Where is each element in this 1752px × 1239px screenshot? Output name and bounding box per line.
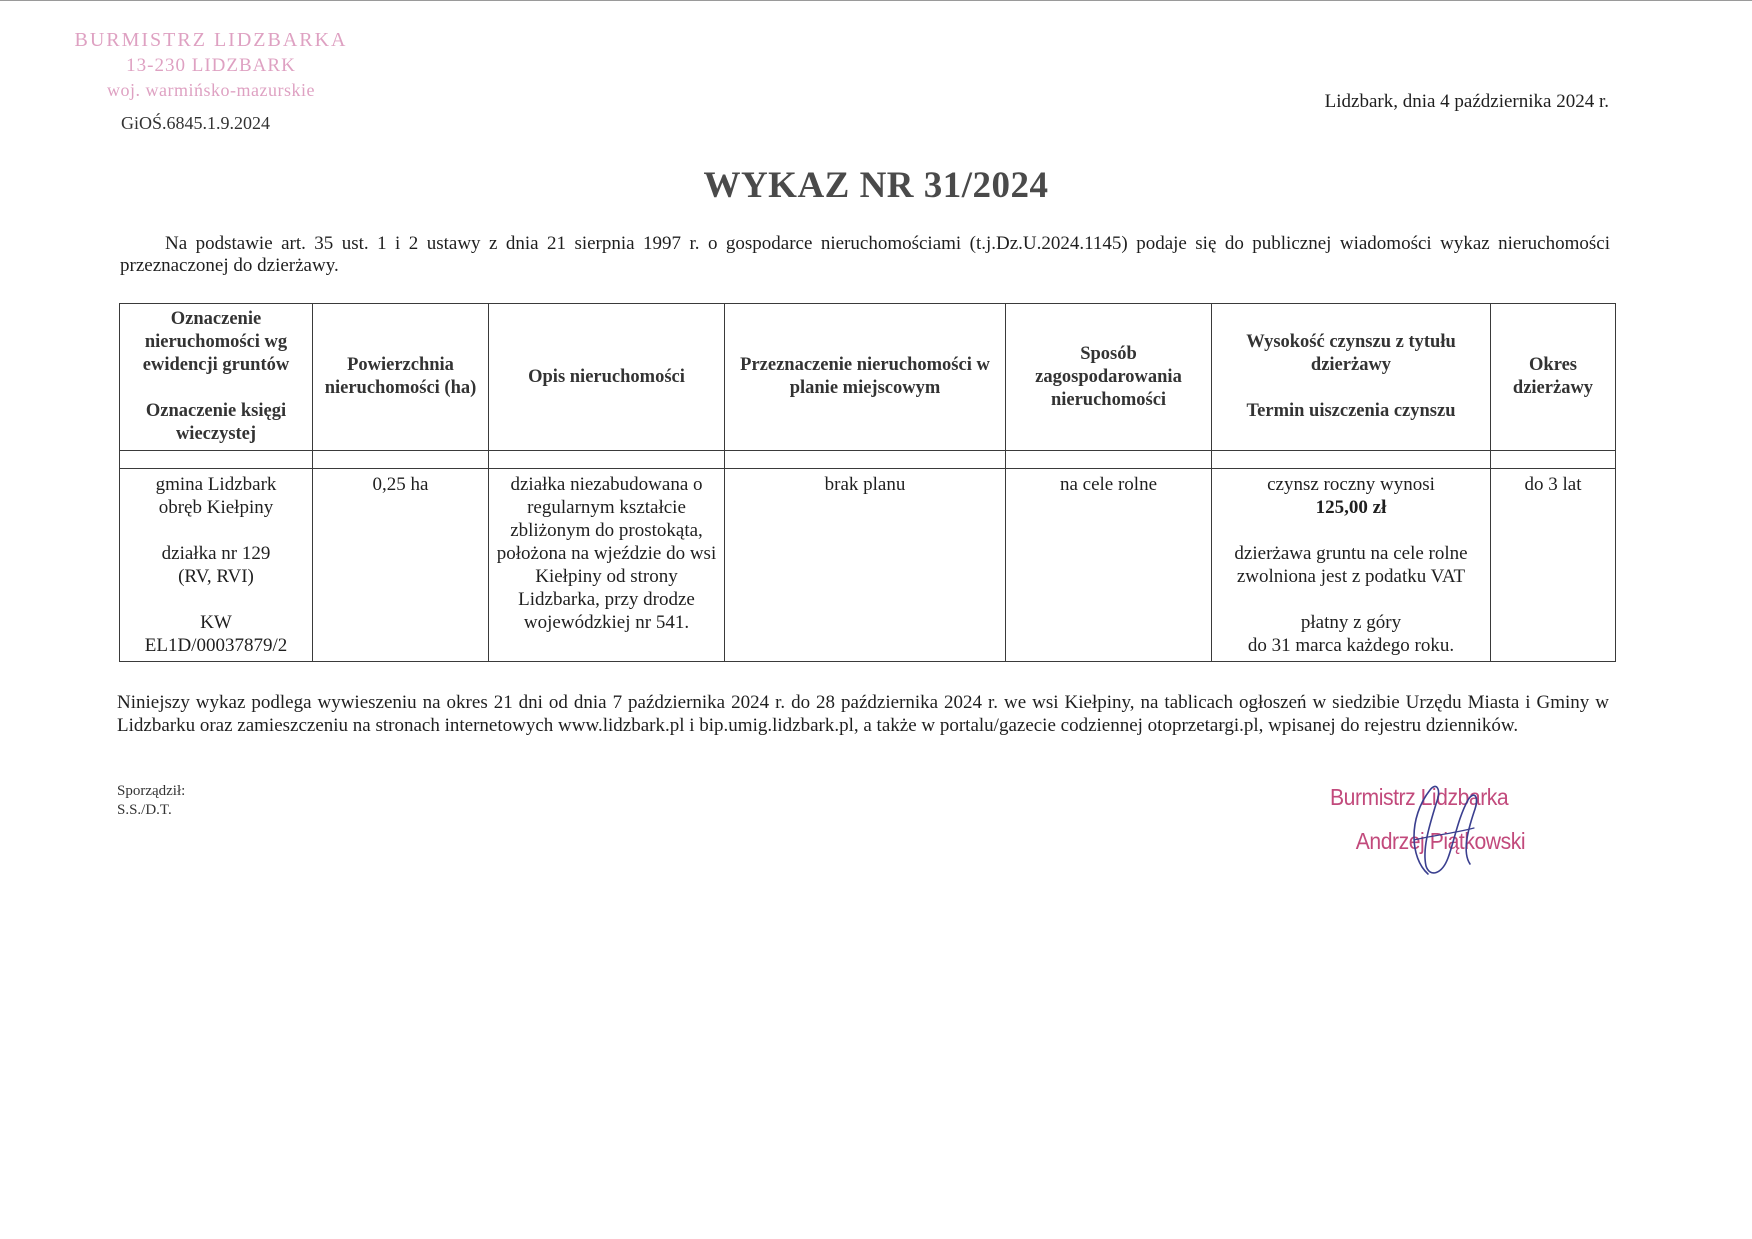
cell-dzialka: działka nr 129 — [161, 543, 271, 564]
cell-area: 0,25 ha — [313, 469, 489, 662]
stamp-line-2: 13-230 LIDZBARK — [126, 55, 296, 76]
cell-rent-label: czynsz roczny wynosi — [1267, 474, 1435, 495]
stamp-line-1: BURMISTRZ LIDZBARKA — [74, 29, 348, 51]
table-header-row — [120, 304, 1616, 451]
prepared-by-initials: S.S./D.T. — [117, 802, 172, 818]
header-rent — [1212, 304, 1491, 451]
cell-payment-line1: płatny z góry — [1300, 612, 1402, 633]
cell-gmina: gmina Lidzbark — [155, 474, 277, 495]
signature-line-2: Andrzej Piątkowski — [1355, 828, 1526, 854]
cell-kw-number: EL1D/00037879/2 — [144, 635, 288, 656]
place-and-date: Lidzbark, dnia 4 października 2024 r. — [1324, 91, 1609, 112]
header-period: Okres dzierżawy — [1491, 304, 1616, 451]
top-scan-edge — [0, 0, 1752, 1]
header-designation-line1: Oznaczenie nieruchomości wg ewidencji gruntów — [142, 309, 290, 375]
cell-rent-amount: 125,00 zł — [1315, 497, 1387, 518]
handwritten-signature-icon — [1370, 778, 1490, 883]
header-area: Powierzchnia nieruchomości (ha) — [313, 304, 489, 451]
cell-use: na cele rolne — [1006, 469, 1212, 662]
document-title: WYKAZ NR 31/2024 — [703, 165, 1049, 206]
document-reference: GiOŚ.6845.1.9.2024 — [121, 113, 271, 133]
cell-payment-line2: do 31 marca każdego roku. — [1247, 635, 1455, 656]
header-designation-line2: Oznaczenie księgi wieczystej — [145, 401, 287, 444]
table-row — [120, 469, 1616, 662]
header-zoning: Przeznaczenie nieruchomości w planie miejscowym — [725, 304, 1006, 451]
cell-description: działka niezabudowana o regularnym kształcie zbliżonym do prostokąta, położona na wjeździe do wsi Kiełpiny od strony Lidzbarka, przy drodze wojewódzkiej nr 541. — [489, 469, 725, 662]
header-rent-line1: Wysokość czynszu z tytułu dzierżawy — [1246, 332, 1456, 375]
cell-kw-label: KW — [200, 612, 232, 633]
cell-obreb: obręb Kiełpiny — [158, 497, 274, 518]
stamp-line-3: woj. warmińsko-mazurskie — [107, 80, 315, 100]
table-spacer-row — [120, 451, 1616, 469]
intro-paragraph: Na podstawie art. 35 ust. 1 i 2 ustawy z dnia 21 sierpnia 1997 r. o gospodarce nieruchomościami (t.j.Dz.U.2024.1145) podaje się do publicznej wiadomości wykaz nieruchomości przeznaczonej do dzierżawy. — [120, 233, 1610, 276]
header-rent-line2: Termin uiszczenia czynszu — [1246, 401, 1456, 421]
cell-vat-note: dzierżawa gruntu na cele rolne zwolniona jest z podatku VAT — [1234, 543, 1468, 587]
office-stamp — [66, 28, 356, 103]
header-use: Sposób zagospodarowania nieruchomości — [1006, 304, 1212, 451]
posting-notice: Niniejszy wykaz podlega wywieszeniu na okres 21 dni od dnia 7 października 2024 r. do 28 października 2024 r. we wsi Kiełpiny, na tablicach ogłoszeń w siedzibie Urzędu Miasta i Gminy w Lidzbarku oraz zamieszczeniu na stronach internetowych www.lidzbark.pl i bip.umig.lidzbark.pl, a także w portalu/gazecie codziennej otoprzetargi.pl, wpisanej do rejestru dzienników. — [117, 692, 1609, 736]
signature-line-1: Burmistrz Lidzbarka — [1330, 784, 1509, 810]
cell-soil-classes: (RV, RVI) — [178, 566, 254, 587]
cell-rent — [1212, 469, 1491, 662]
header-designation — [120, 304, 313, 451]
cell-zoning: brak planu — [725, 469, 1006, 662]
cell-designation — [120, 469, 313, 662]
cell-period: do 3 lat — [1491, 469, 1616, 662]
prepared-by — [117, 782, 185, 820]
property-table — [119, 303, 1616, 662]
prepared-by-label: Sporządził: — [117, 783, 186, 799]
header-description: Opis nieruchomości — [489, 304, 725, 451]
